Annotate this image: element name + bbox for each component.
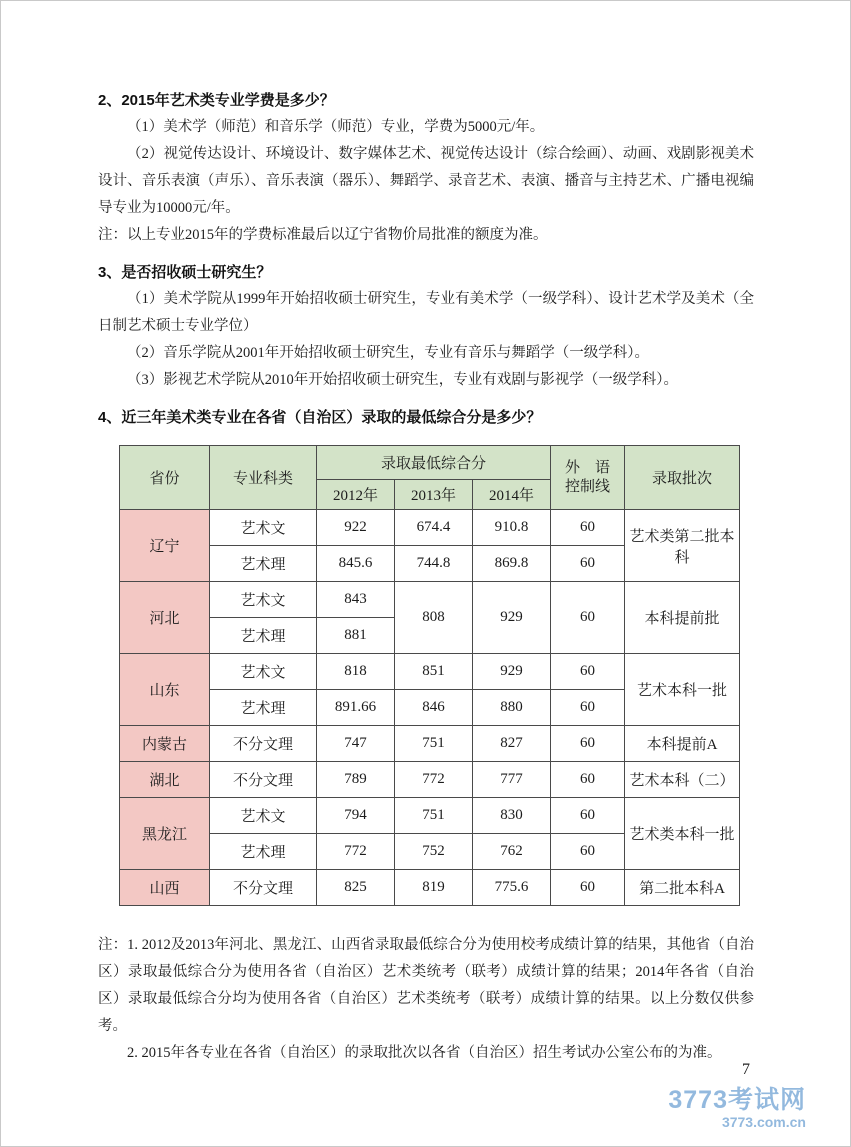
cell-province: 山东 xyxy=(120,654,210,726)
col-header-year-2014: 2014年 xyxy=(473,480,551,510)
cell-score-2014: 929 xyxy=(473,582,551,654)
cell-foreign-line: 60 xyxy=(551,582,625,654)
cell-province: 湖北 xyxy=(120,762,210,798)
cell-score-2012: 825 xyxy=(317,870,395,906)
paragraph: （2）视觉传达设计、环境设计、数字媒体艺术、视觉传达设计（综合绘画）、动画、戏剧影视美术设计、音乐表演（声乐）、音乐表演（器乐）、舞蹈学、录音艺术、表演、播音与主持艺术、广播电视编导专业为10000元/年。 xyxy=(98,146,754,216)
cell-score-2012: 843 xyxy=(317,582,395,618)
footnote-2: 2. 2015年各专业在各省（自治区）的录取批次以各省（自治区）招生考试办公室公布的为准。 xyxy=(127,1045,722,1061)
cell-province: 山西 xyxy=(120,870,210,906)
cell-foreign-line: 60 xyxy=(551,834,625,870)
cell-category: 不分文理 xyxy=(210,870,317,906)
cell-province: 辽宁 xyxy=(120,510,210,582)
tuition-note: 注：以上专业2015年的学费标准最后以辽宁省物价局批准的额度为准。 xyxy=(98,227,548,243)
paragraph: （1）美术学院从1999年开始招收硕士研究生，专业有美术学（一级学科）、设计艺术学及美术（全日制艺术硕士专业学位） xyxy=(98,291,754,334)
col-header-year-2013: 2013年 xyxy=(395,480,473,510)
cell-foreign-line: 60 xyxy=(551,762,625,798)
section-graduate xyxy=(98,259,754,394)
section-tuition xyxy=(98,87,754,249)
cell-foreign-line: 60 xyxy=(551,690,625,726)
cell-category: 艺术理 xyxy=(210,834,317,870)
cell-score-2012: 818 xyxy=(317,654,395,690)
cell-score-2014: 827 xyxy=(473,726,551,762)
cell-score-2013: 752 xyxy=(395,834,473,870)
paragraph: （2）音乐学院从2001年开始招收硕士研究生，专业有音乐与舞蹈学（一级学科）。 xyxy=(127,345,649,361)
section-scores xyxy=(98,404,754,906)
cell-foreign-line: 60 xyxy=(551,798,625,834)
section-scores-heading: 4、近三年美术类专业在各省（自治区）录取的最低综合分是多少？ xyxy=(98,409,542,426)
col-header-province: 省份 xyxy=(120,446,210,510)
foreign-language-line1: 外 语 xyxy=(564,459,610,476)
cell-foreign-line: 60 xyxy=(551,510,625,546)
page-number: 7 xyxy=(742,1061,750,1078)
cell-score-2013: 846 xyxy=(395,690,473,726)
cell-score-2014: 777 xyxy=(473,762,551,798)
col-header-category: 专业科类 xyxy=(210,446,317,510)
cell-score-2013: 772 xyxy=(395,762,473,798)
cell-score-2013: 751 xyxy=(395,726,473,762)
table-row xyxy=(120,870,740,906)
cell-batch: 本科提前批 xyxy=(625,582,740,654)
watermark-site-url: 3773.com.cn xyxy=(721,1114,806,1130)
cell-score-2014: 929 xyxy=(473,654,551,690)
admission-score-table xyxy=(119,445,740,906)
section-tuition-heading: 2、2015年艺术类专业学费是多少？ xyxy=(98,92,335,109)
cell-score-2012: 772 xyxy=(317,834,395,870)
cell-score-2014: 880 xyxy=(473,690,551,726)
cell-batch: 第二批本科A xyxy=(625,870,740,906)
cell-score-2012: 891.66 xyxy=(317,690,395,726)
table-row xyxy=(120,798,740,834)
cell-score-2014: 830 xyxy=(473,798,551,834)
cell-batch: 艺术本科（二） xyxy=(625,762,740,798)
cell-batch: 艺术类本科一批 xyxy=(625,798,740,870)
cell-category: 艺术文 xyxy=(210,510,317,546)
cell-category: 艺术文 xyxy=(210,798,317,834)
cell-foreign-line: 60 xyxy=(551,654,625,690)
cell-province: 河北 xyxy=(120,582,210,654)
cell-category: 艺术理 xyxy=(210,618,317,654)
cell-score-2013: 819 xyxy=(395,870,473,906)
table-row xyxy=(120,582,740,618)
cell-score-2014: 910.8 xyxy=(473,510,551,546)
table-row xyxy=(120,510,740,546)
col-header-score-group: 录取最低综合分 xyxy=(317,446,551,480)
table-header-row xyxy=(120,446,740,480)
watermark-site-name: 3773考试网 xyxy=(668,1086,806,1114)
site-watermark xyxy=(668,1087,806,1131)
table-footnotes xyxy=(98,932,754,1067)
cell-score-2012: 794 xyxy=(317,798,395,834)
cell-batch: 本科提前A xyxy=(625,726,740,762)
col-header-batch: 录取批次 xyxy=(625,446,740,510)
page-content xyxy=(1,1,850,1067)
cell-category: 艺术理 xyxy=(210,546,317,582)
cell-score-2014: 869.8 xyxy=(473,546,551,582)
footnote-1: 注：1. 2012及2013年河北、黑龙江、山西省录取最低综合分为使用校考成绩计算的结果，其他省（自治区）录取最低综合分为使用各省（自治区）艺术类统考（联考）成绩计算的结果；2014年各省（自治区）录取最低综合分均为使用各省（自治区）艺术类统考（联考）成绩计算的结果。以上分数仅供参考。 xyxy=(98,937,754,1034)
col-header-foreign-language xyxy=(551,446,625,510)
cell-score-2013: 851 xyxy=(395,654,473,690)
section-graduate-heading: 3、是否招收硕士研究生？ xyxy=(98,264,272,281)
table-row xyxy=(120,726,740,762)
cell-score-2012: 789 xyxy=(317,762,395,798)
cell-score-2012: 881 xyxy=(317,618,395,654)
cell-score-2014: 775.6 xyxy=(473,870,551,906)
cell-category: 艺术文 xyxy=(210,654,317,690)
cell-score-2013: 751 xyxy=(395,798,473,834)
table-row xyxy=(120,762,740,798)
table-row xyxy=(120,654,740,690)
foreign-language-line2: 控制线 xyxy=(564,478,610,495)
cell-score-2012: 747 xyxy=(317,726,395,762)
cell-category: 艺术文 xyxy=(210,582,317,618)
cell-score-2012: 845.6 xyxy=(317,546,395,582)
cell-score-2014: 762 xyxy=(473,834,551,870)
cell-category: 不分文理 xyxy=(210,762,317,798)
cell-foreign-line: 60 xyxy=(551,870,625,906)
cell-province: 内蒙古 xyxy=(120,726,210,762)
cell-category: 不分文理 xyxy=(210,726,317,762)
cell-score-2012: 922 xyxy=(317,510,395,546)
paragraph: （3）影视艺术学院从2010年开始招收硕士研究生，专业有戏剧与影视学（一级学科）。 xyxy=(127,372,678,388)
col-header-year-2012: 2012年 xyxy=(317,480,395,510)
cell-foreign-line: 60 xyxy=(551,726,625,762)
cell-score-2013: 808 xyxy=(395,582,473,654)
cell-score-2013: 744.8 xyxy=(395,546,473,582)
cell-batch: 艺术类第二批本科 xyxy=(625,510,740,582)
cell-score-2013: 674.4 xyxy=(395,510,473,546)
paragraph: （1）美术学（师范）和音乐学（师范）专业，学费为5000元/年。 xyxy=(127,119,545,135)
cell-province: 黑龙江 xyxy=(120,798,210,870)
cell-category: 艺术理 xyxy=(210,690,317,726)
cell-batch: 艺术本科一批 xyxy=(625,654,740,726)
cell-foreign-line: 60 xyxy=(551,546,625,582)
